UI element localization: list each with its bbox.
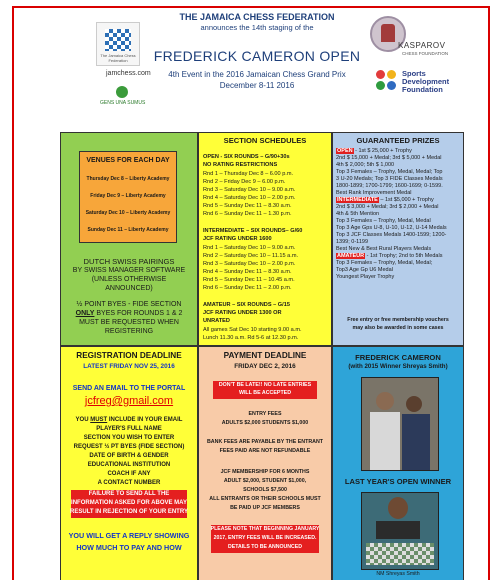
payment-cell — [198, 346, 332, 580]
fee-increase-note: PLEASE NOTE THAT BEGINNING JANUARY — [210, 526, 320, 532]
payment-heading: PAYMENT DEADLINE — [223, 351, 307, 360]
schedule-row: Rnd 1 – Saturday Dec 10 – 9.00 a.m. — [203, 245, 296, 251]
schedule-row: Rnd 6 – Sunday Dec 11 – 1.30 p.m. — [203, 211, 292, 217]
flyer-page — [12, 6, 490, 580]
free-entry-note: Free entry or free membership vouchers — [347, 317, 449, 323]
reply-note: YOU WILL GET A REPLY SHOWING — [68, 531, 190, 540]
send-email-instruction: SEND AN EMAIL TO THE PORTAL — [72, 385, 186, 392]
entry-fees-heading: ENTRY FEES — [248, 411, 282, 417]
prize-line: 4th $ 2,000; 5th $ 1,000 — [336, 162, 395, 168]
bank-fee-note: FEES PAID ARE NOT REFUNDABLE — [219, 448, 311, 454]
open-section-restriction: NO RATING RESTRICTIONS — [203, 162, 278, 168]
prize-line: Top 3 Age Gps U-8, U-10, U-12, U-14 Medals — [336, 225, 447, 231]
include-text: YOU — [75, 417, 91, 423]
sdf-line: Development — [402, 77, 450, 86]
announcement-line: announces the 14th staging of the — [200, 23, 314, 32]
schedule-row: Lunch 11.30 a.m. Rd 5-6 at 12.30 p.m. — [203, 335, 299, 341]
sdf-logo-text — [402, 70, 449, 94]
schedule-row: Rnd 2 – Saturday Dec 10 – 11.15 a.m. — [203, 253, 299, 259]
failure-warning: INFORMATION ASKED FOR ABOVE MAY — [71, 500, 187, 506]
shirt-shape — [376, 521, 420, 539]
intermediate-prize-tag: INTERMEDIATE — [337, 197, 378, 203]
byes-line: REGISTERING — [104, 328, 154, 335]
event-title: FREDERICK CAMERON OPEN — [153, 48, 361, 64]
prize-line: – 1st $5,000 + Trophy — [378, 197, 434, 203]
pairings-line: BY SWISS MANAGER SOFTWARE — [72, 267, 186, 274]
intermediate-section-heading: INTERMEDIATE – SIX ROUNDS– G/60 — [203, 228, 303, 234]
prize-line: Top 3 Females – Trophy, Medal, Medal; — [336, 260, 433, 266]
chessboard-icon — [105, 29, 131, 51]
globe-icon — [116, 86, 128, 98]
reply-note: HOW MUCH TO PAY AND HOW — [76, 543, 182, 552]
organizer-name: THE JAMAICA CHESS FEDERATION — [179, 12, 335, 22]
include-instruction — [61, 417, 197, 423]
shreyas-smith-photo — [361, 492, 439, 570]
schedules-heading: SECTION SCHEDULES — [223, 136, 307, 145]
registration-heading: REGISTRATION DEADLINE — [76, 351, 182, 360]
person-icon — [406, 396, 422, 412]
amateur-section-heading: AMATEUR – SIX ROUNDS – G/15 — [203, 302, 290, 308]
schedule-row: Rnd 5 – Sunday Dec 11 – 10.45 a.m. — [203, 277, 295, 283]
shirt-shape — [402, 414, 430, 470]
frederick-cameron-photo — [361, 377, 439, 471]
byes-line: MUST BE REQUESTED WHEN — [79, 319, 179, 326]
schedule-row: All games Sat Dec 10 starting 9.00 a.m. — [203, 327, 302, 333]
free-entry-note: may also be awarded in some cases — [352, 325, 444, 331]
sdf-line: Foundation — [402, 85, 443, 94]
venues-box — [79, 151, 177, 243]
required-item: EDUCATIONAL INSTITUTION — [87, 462, 171, 468]
schedule-row: Rnd 3 – Saturday Dec 10 – 9.00 a.m. — [203, 187, 296, 193]
membership-requirement: ALL ENTRANTS OR THEIR SCHOOLS MUST — [209, 496, 321, 502]
required-item: SECTION YOU WISH TO ENTER — [83, 435, 175, 441]
byes-only-emphasis: ONLY — [75, 310, 95, 317]
registration-deadline: LATEST FRIDAY NOV 25, 2016 — [83, 363, 175, 370]
venue-item: Saturday Dec 10 – Liberty Academy — [85, 210, 171, 216]
prize-line: Top 3 Females – Trophy, Medal, Medal; Top — [336, 169, 443, 175]
required-item: DATE OF BIRTH & GENDER — [89, 453, 169, 459]
prize-line: Best New & Best Rural Players Medals — [336, 246, 432, 252]
membership-requirement: BE PAID UP JCF MEMBERS — [230, 505, 300, 511]
prize-line: Top 3 Females – Trophy, Medal, Medal — [336, 218, 431, 224]
chessboard-icon — [366, 543, 434, 565]
chess-king-icon — [381, 24, 395, 42]
winner-cell — [332, 346, 464, 580]
prize-line: - 1st Trophy; 2nd to 5th Medals — [365, 253, 443, 259]
prize-line: - 1st $ 25,000 + Trophy — [353, 148, 412, 154]
kasparov-label: KASPAROV — [398, 41, 446, 50]
venues-heading: VENUES FOR EACH DAY — [86, 157, 170, 164]
amateur-section-restriction: JCF RATING UNDER 1300 OR — [203, 310, 282, 316]
website-text: jamchess.com — [106, 70, 151, 77]
open-prize-tag: OPEN — [337, 148, 353, 154]
prize-line: 2nd $ 3,000 + Medal; 3rd $ 2,000 + Medal — [336, 204, 439, 210]
amateur-section-restriction: UNRATED — [203, 318, 230, 324]
membership-fees: SCHOOLS $7,500 — [243, 487, 287, 493]
schedule-row: Rnd 3 – Saturday Dec 10 – 2.00 p.m. — [203, 261, 296, 267]
required-item: REQUEST ½ PT BYES (FIDE SECTION) — [73, 444, 185, 450]
failure-warning: FAILURE TO SEND ALL THE — [88, 491, 170, 497]
bank-fee-note: BANK FEES ARE PAYABLE BY THE ENTRANT — [206, 439, 324, 445]
prize-line: 1399; 0-1199 — [336, 239, 369, 245]
prizes-cell — [332, 132, 464, 346]
schedule-row: Rnd 1 – Thursday Dec 8 – 6.00 p.m. — [203, 171, 294, 177]
prize-line: Youngest Player Trophy — [336, 274, 395, 280]
registration-cell — [60, 346, 198, 580]
prize-line: Top3 Age Gp U6 Medal — [336, 267, 393, 273]
schedule-row: Rnd 6 – Sunday Dec 11 – 2.00 p.m. — [203, 285, 292, 291]
pairings-line: ANNOUNCED) — [105, 285, 153, 292]
byes-line — [61, 310, 197, 317]
venue-item: Thursday Dec 8 – Liberty Academy — [86, 176, 170, 182]
venue-item: Friday Dec 9 – Liberty Academy — [90, 193, 166, 199]
schedule-row: Rnd 4 – Sunday Dec 11 – 8.30 a.m. — [203, 269, 292, 275]
payment-deadline: FRIDAY DEC 2, 2016 — [234, 363, 296, 370]
event-series-line: 4th Event in the 2016 Jamaican Chess Grand Prix — [168, 70, 346, 79]
fide-logo — [100, 86, 146, 108]
flyer-header — [14, 8, 488, 128]
open-section-heading: OPEN - SIX ROUNDS – G/90+30s — [203, 154, 290, 160]
winner-subheading: (with 2015 Winner Shreyas Smith) — [348, 363, 448, 370]
sdf-dot-icon — [387, 70, 396, 79]
jcf-logo — [96, 22, 140, 66]
prize-line: 1800-1899; 1700-1799; 1600-1699; 0-1599. — [336, 183, 443, 189]
membership-heading: JCF MEMBERSHIP FOR 6 MONTHS — [220, 469, 310, 475]
shirt-shape — [370, 412, 400, 470]
include-text: INCLUDE IN YOUR EMAIL — [107, 417, 183, 423]
prize-line: 3 U-20 Medals; Top 3 FIDE Classes Medals — [336, 176, 443, 182]
event-dates: December 8-11 2016 — [219, 81, 295, 90]
open-prizes — [336, 148, 464, 281]
registration-email-link[interactable]: jcfreg@gmail.com — [84, 395, 174, 407]
sdf-line: Sports — [402, 69, 426, 78]
kasparov-sublabel: CHESS FOUNDATION — [402, 51, 449, 56]
failure-warning: RESULT IN REJECTION OF YOUR ENTRY — [70, 509, 188, 515]
venue-item: Sunday Dec 11 – Liberty Academy — [87, 227, 169, 233]
sdf-logo-icon — [376, 70, 398, 92]
include-emphasis: MUST — [90, 417, 108, 423]
schedule-row: Rnd 2 – Friday Dec 9 – 6.00 p.m. — [203, 179, 286, 185]
intermediate-section-restriction: JCF RATING UNDER 1600 — [203, 236, 272, 242]
last-winner-heading: LAST YEAR'S OPEN WINNER — [344, 477, 452, 486]
byes-heading: ½ POINT BYES - FIDE SECTION — [76, 301, 182, 308]
sdf-dot-icon — [387, 81, 396, 90]
prize-line: Top 3 JCF Classes Medals 1400-1599; 1200- — [336, 232, 447, 238]
required-item: COACH IF ANY — [107, 471, 151, 477]
sdf-dot-icon — [376, 81, 385, 90]
prizes-heading: GUARANTEED PRIZES — [356, 136, 440, 145]
required-item: A CONTACT NUMBER — [97, 480, 161, 486]
pairings-line: (UNLESS OTHERWISE — [91, 276, 167, 283]
schedule-row: Rnd 4 – Saturday Dec 10 – 2.00 p.m. — [203, 195, 296, 201]
fee-increase-note: 2017, ENTRY FEES WILL BE INCREASED. — [213, 535, 317, 541]
fide-motto: GENS UNA SUMUS — [100, 100, 146, 106]
late-warning: DON'T BE LATE!! NO LATE ENTRIES — [218, 382, 312, 388]
sdf-dot-icon — [376, 70, 385, 79]
venues-cell — [60, 132, 198, 346]
membership-fees: ADULT $2,000, STUDENT $1,000, — [223, 478, 307, 484]
winner-heading: FREDERICK CAMERON — [355, 353, 441, 362]
prize-line: 4th & 5th Mention — [336, 211, 380, 217]
fee-increase-note: DETAILS TO BE ANNOUNCED — [228, 544, 302, 550]
pairings-heading: DUTCH SWISS PAIRINGS — [83, 257, 175, 266]
late-warning: WILL BE ACCEPTED — [238, 390, 292, 396]
prize-line: 2nd $ 15,000 + Medal; 3rd $ 5,000 + Medal — [336, 155, 442, 161]
jcf-logo-caption: The Jamaica Chess Federation — [100, 53, 136, 63]
entry-fees: ADULTS $2,000 STUDENTS $1,000 — [221, 420, 309, 426]
required-item: PLAYER'S FULL NAME — [96, 426, 162, 432]
photo-caption: NM Shreyas Smith — [376, 571, 420, 577]
prize-line: Best Rank Improvement Medal — [336, 190, 412, 196]
byes-rounds: BYES FOR ROUNDS 1 & 2 — [94, 310, 183, 317]
person-icon — [388, 497, 408, 519]
person-icon — [376, 392, 394, 410]
schedule-row: Rnd 5 – Sunday Dec 11 – 8.30 a.m. — [203, 203, 292, 209]
amateur-prize-tag: AMATEUR — [337, 253, 365, 259]
schedules-cell — [198, 132, 332, 346]
